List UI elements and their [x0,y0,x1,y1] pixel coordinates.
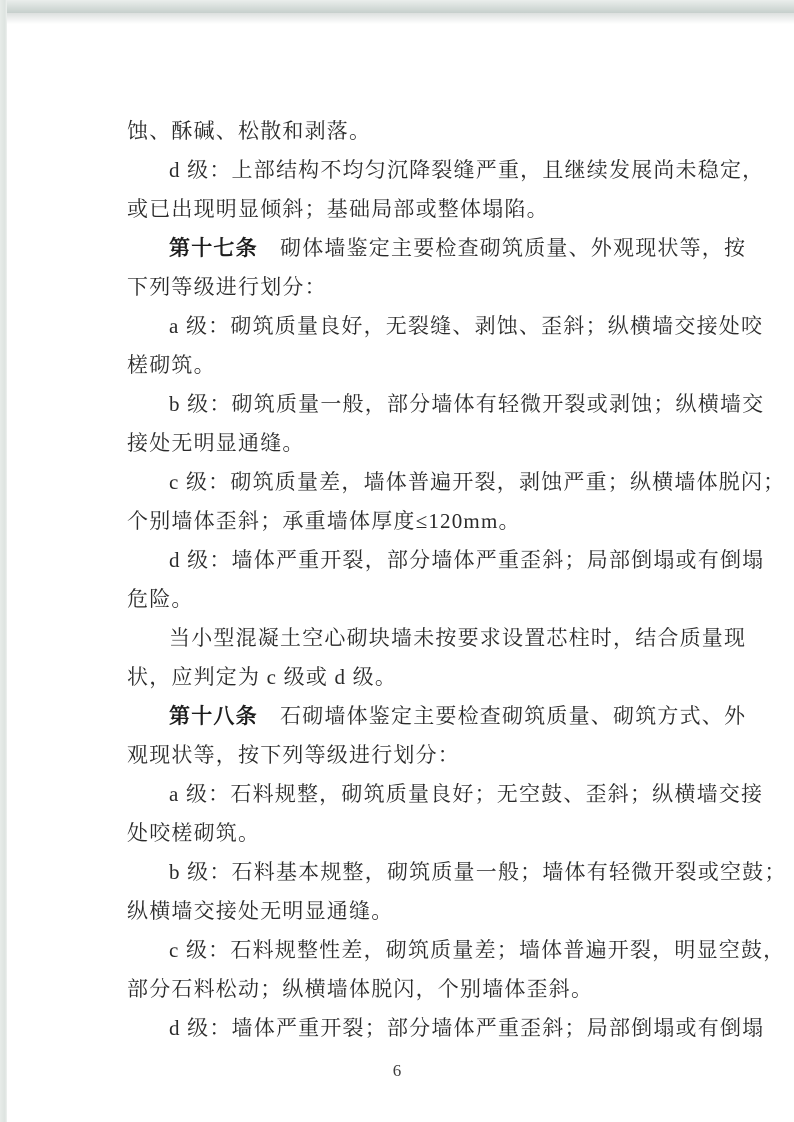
line-text: c 级：砌筑质量差，墙体普遍开裂，剥蚀严重；纵横墙体脱闪； [169,470,786,494]
text-line [127,112,717,151]
line-text: 状，应判定为 c 级或 d 级。 [127,665,398,689]
line-text: a 级：石料规整，砌筑质量良好；无空鼓、歪斜；纵横墙交接 [169,782,764,806]
text-line [127,736,717,775]
text-line [127,580,717,619]
text-line [127,502,717,541]
line-text: 当小型混凝土空心砌块墙未按要求设置芯柱时，结合质量现 [169,626,747,650]
line-text: b 级：石料基本规整，砌筑质量一般；墙体有轻微开裂或空鼓； [169,860,787,884]
text-line [127,229,747,268]
text-line [127,424,717,463]
line-text: 处咬槎砌筑。 [127,821,261,845]
line-text: 部分石料松动；纵横墙体脱闪，个别墙体歪斜。 [127,977,594,1001]
line-text: 个别墙体歪斜；承重墙体厚度≤120mm。 [127,509,521,533]
text-line [127,463,786,502]
text-line [127,541,765,580]
scan-edge-top [0,0,794,13]
line-text: 危险。 [127,587,194,611]
text-line [127,931,786,970]
text-line [127,268,717,307]
page-number: 6 [392,1061,402,1080]
text-line [127,151,765,190]
line-text: c 级：石料规整性差，砌筑质量差；墙体普遍开裂，明显空鼓， [169,938,786,962]
text-line [127,190,717,229]
text-line [127,970,717,1009]
article-18-heading: 第十八条 [169,704,258,728]
text-line [127,853,787,892]
text-line [127,892,717,931]
line-text: d 级：上部结构不均匀沉降裂缝严重，且继续发展尚未稳定， [169,158,765,182]
article-17-heading: 第十七条 [169,236,258,260]
line-text: 蚀、酥碱、松散和剥落。 [127,119,372,143]
text-line [127,385,765,424]
text-line [127,658,717,697]
text-line [127,307,764,346]
line-text: 接处无明显通缝。 [127,431,305,455]
scan-edge-top-shadow [0,13,794,24]
text-line [127,346,717,385]
line-text: b 级：砌筑质量一般，部分墙体有轻微开裂或剥蚀；纵横墙交 [169,392,765,416]
line-text: d 级：墙体严重开裂，部分墙体严重歪斜；局部倒塌或有倒塌 [169,548,765,572]
line-text: 或已出现明显倾斜；基础局部或整体塌陷。 [127,197,549,221]
line-text: 砌体墙鉴定主要检查砌筑质量、外观现状等，按 [257,236,747,260]
text-line [127,697,747,736]
scan-edge-left [0,0,7,1122]
line-text: 下列等级进行划分： [127,275,327,299]
text-line [127,814,717,853]
line-text: a 级：砌筑质量良好，无裂缝、剥蚀、歪斜；纵横墙交接处咬 [169,314,764,338]
text-line [127,775,764,814]
line-text: d 级：墙体严重开裂；部分墙体严重歪斜；局部倒塌或有倒塌 [169,1016,765,1040]
line-text: 纵横墙交接处无明显通缝。 [127,899,394,923]
line-text: 石砌墙体鉴定主要检查砌筑质量、砌筑方式、外 [257,704,747,728]
text-line [127,619,747,658]
line-text: 槎砌筑。 [127,353,216,377]
line-text: 观现状等，按下列等级进行划分： [127,743,460,767]
document-body [127,112,787,1048]
text-line [127,1009,765,1048]
